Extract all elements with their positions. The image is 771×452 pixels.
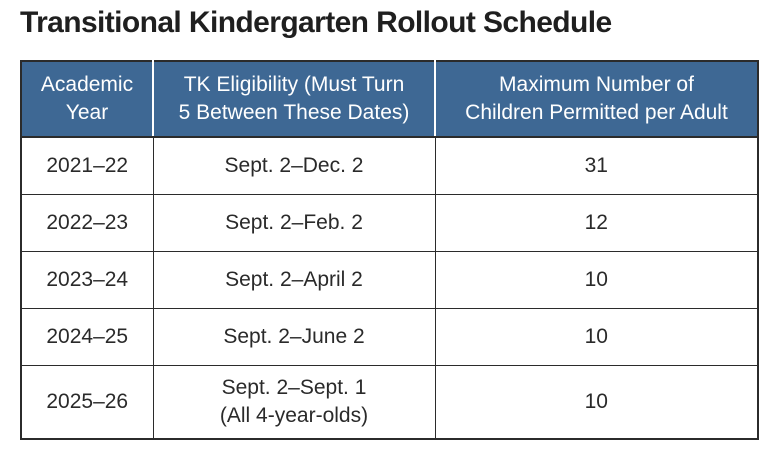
header-line: Children Permitted per Adult — [465, 101, 728, 124]
table-row — [21, 366, 758, 440]
table-row — [21, 309, 758, 366]
cell-max-children: 10 — [435, 252, 758, 309]
cell-max-children: 31 — [435, 137, 758, 195]
cell-tk-eligibility — [153, 137, 435, 195]
page-title: Transitional Kindergarten Rollout Schedule — [20, 6, 612, 39]
cell-max-children: 10 — [435, 366, 758, 440]
cell-academic-year: 2025–26 — [21, 366, 153, 440]
header-max-children — [435, 61, 758, 137]
eligibility-line: Sept. 2–April 2 — [225, 268, 363, 291]
cell-academic-year: 2024–25 — [21, 309, 153, 366]
eligibility-line: Sept. 2–Feb. 2 — [225, 211, 363, 234]
cell-max-children: 12 — [435, 195, 758, 252]
eligibility-line: Sept. 2–June 2 — [223, 325, 365, 348]
header-line: Maximum Number of — [499, 73, 694, 96]
cell-academic-year: 2022–23 — [21, 195, 153, 252]
header-academic-year — [21, 61, 153, 137]
cell-tk-eligibility — [153, 195, 435, 252]
header-row — [21, 61, 758, 137]
eligibility-line: Sept. 2–Dec. 2 — [224, 154, 364, 177]
header-line: Academic — [40, 73, 134, 96]
eligibility-note: (All 4-year-olds) — [219, 404, 369, 427]
cell-tk-eligibility — [153, 252, 435, 309]
header-line: Year — [65, 101, 109, 124]
cell-academic-year: 2023–24 — [21, 252, 153, 309]
eligibility-line: Sept. 2–Sept. 1 — [221, 376, 367, 399]
cell-max-children: 10 — [435, 309, 758, 366]
table-row — [21, 252, 758, 309]
table-row — [21, 195, 758, 252]
cell-tk-eligibility — [153, 309, 435, 366]
cell-tk-eligibility — [153, 366, 435, 440]
rollout-schedule-table — [20, 60, 759, 440]
header-line: TK Eligibility (Must Turn — [183, 73, 405, 96]
header-line: 5 Between These Dates) — [178, 101, 410, 124]
cell-academic-year: 2021–22 — [21, 137, 153, 195]
table-row — [21, 137, 758, 195]
header-tk-eligibility — [153, 61, 435, 137]
